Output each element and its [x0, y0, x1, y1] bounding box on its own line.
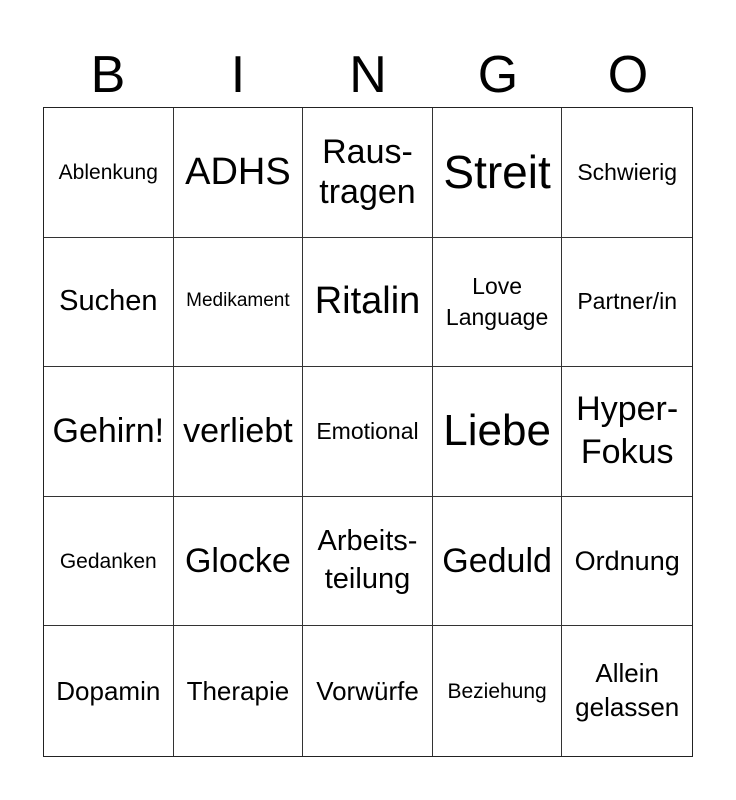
cell-label: Arbeits- teilung — [317, 525, 418, 596]
cell-label: Schwierig — [577, 158, 678, 185]
bingo-cell[interactable] — [174, 367, 304, 497]
bingo-cell[interactable] — [562, 238, 692, 368]
bingo-cell[interactable] — [433, 238, 563, 368]
cell-label: Hyper- Fokus — [576, 390, 679, 472]
cell-label: Ordnung — [574, 545, 680, 576]
cell-label: Ablenkung — [58, 160, 158, 184]
bingo-cell[interactable] — [44, 108, 174, 238]
bingo-header — [43, 42, 693, 108]
cell-label: Medikament — [186, 290, 290, 312]
bingo-cell[interactable] — [44, 497, 174, 627]
cell-label: Raus- tragen — [319, 132, 416, 212]
bingo-cell[interactable] — [433, 626, 563, 756]
bingo-cell[interactable] — [174, 497, 304, 627]
header-letter-o: O — [607, 46, 649, 104]
bingo-cell[interactable] — [562, 497, 692, 627]
cell-label: verliebt — [183, 412, 293, 451]
cell-label: Glocke — [184, 541, 291, 580]
bingo-cell[interactable] — [433, 367, 563, 497]
cell-label: Suchen — [59, 285, 158, 318]
bingo-cell[interactable] — [44, 367, 174, 497]
bingo-cell[interactable] — [174, 238, 304, 368]
bingo-cell[interactable] — [44, 238, 174, 368]
bingo-cell[interactable] — [562, 367, 692, 497]
cell-label: Geduld — [442, 541, 552, 580]
cell-label: Love Language — [445, 272, 549, 330]
bingo-cell[interactable] — [44, 626, 174, 756]
header-letter-b: B — [90, 46, 126, 104]
cell-label: Dopamin — [56, 675, 161, 706]
bingo-cell[interactable] — [303, 367, 433, 497]
cell-label: Allein gelassen — [575, 658, 680, 723]
cell-label: Therapie — [186, 675, 290, 706]
cell-label: Partner/in — [577, 288, 678, 315]
cell-label: Vorwürfe — [316, 675, 419, 706]
cell-label: Beziehung — [447, 679, 547, 703]
bingo-cell[interactable] — [303, 497, 433, 627]
bingo-cell[interactable] — [174, 626, 304, 756]
cell-label: ADHS — [185, 150, 291, 193]
header-letter-n: N — [349, 46, 387, 104]
bingo-cell[interactable] — [562, 108, 692, 238]
cell-label: Liebe — [443, 406, 551, 456]
bingo-cell[interactable] — [433, 497, 563, 627]
cell-label: Ritalin — [314, 280, 421, 323]
bingo-cell[interactable] — [303, 108, 433, 238]
header-letter-i: I — [230, 46, 246, 104]
bingo-cell[interactable] — [433, 108, 563, 238]
bingo-cell[interactable] — [562, 626, 692, 756]
bingo-cell[interactable] — [303, 626, 433, 756]
cell-label: Gehirn! — [52, 412, 165, 451]
cell-label: Streit — [443, 145, 551, 198]
header-letter-g: G — [477, 46, 519, 104]
cell-label: Emotional — [316, 417, 419, 444]
bingo-cell[interactable] — [303, 238, 433, 368]
bingo-board — [43, 107, 693, 757]
cell-label: Gedanken — [59, 549, 157, 573]
bingo-cell[interactable] — [174, 108, 304, 238]
